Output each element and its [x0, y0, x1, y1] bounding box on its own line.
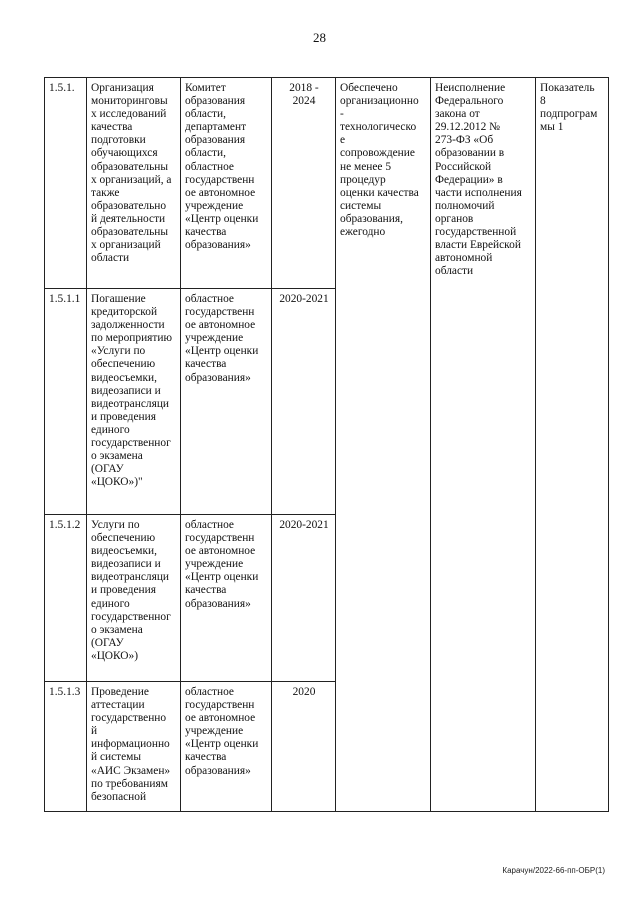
table-row [45, 78, 609, 289]
page-number: 28 [313, 30, 326, 45]
row-number: 1.5.1.3 [45, 682, 87, 812]
executor-cell: областное государственн ое автономное учреждение «Центр оценки качества образования» [181, 289, 272, 515]
activity-name: Проведение аттестации государственно й информационно й системы «АИС Экзамен» по требованиям безопасной [87, 682, 181, 812]
period-cell: 2020-2021 [272, 515, 336, 682]
period-cell: 2020 [272, 682, 336, 812]
expected-result-cell: Обеспечено организационно - технологическо е сопровождение не менее 5 процедур оценки качества системы образования, ежегодно [336, 78, 431, 812]
row-number: 1.5.1. [45, 78, 87, 289]
document-stamp: Карачун/2022-66-пп-ОБР(1) [502, 866, 605, 875]
program-table [44, 77, 609, 812]
activity-name: Организация мониторинговы х исследований качества подготовки обучающихся образовательны х организаций, а также образовательно й деятельности образовательны х организаций области [87, 78, 181, 289]
indicator-cell: Показатель 8 подпрограм мы 1 [536, 78, 609, 812]
row-number: 1.5.1.1 [45, 289, 87, 515]
period-cell: 2020-2021 [272, 289, 336, 515]
activity-name: Погашение кредиторской задолженности по мероприятию «Услуги по обеспечению видеосъемки, видеозаписи и видеотрансляци и проведения единого государственног о экзамена (ОГАУ «ЦОКО»)" [87, 289, 181, 515]
activity-name: Услуги по обеспечению видеосъемки, видеозаписи и видеотрансляци и проведения единого государственног о экзамена (ОГАУ «ЦОКО») [87, 515, 181, 682]
consequence-cell: Неисполнение Федерального закона от 29.12.2012 № 273-ФЗ «Об образовании в Российской Федерации» в части исполнения полномочий органов государственной власти Еврейской автономной области [431, 78, 536, 812]
executor-cell: Комитет образования области, департамент образования области, областное государственн ое автономное учреждение «Центр оценки качества образования» [181, 78, 272, 289]
period-cell: 2018 - 2024 [272, 78, 336, 289]
executor-cell: областное государственн ое автономное учреждение «Центр оценки качества образования» [181, 515, 272, 682]
row-number: 1.5.1.2 [45, 515, 87, 682]
executor-cell: областное государственн ое автономное учреждение «Центр оценки качества образования» [181, 682, 272, 812]
